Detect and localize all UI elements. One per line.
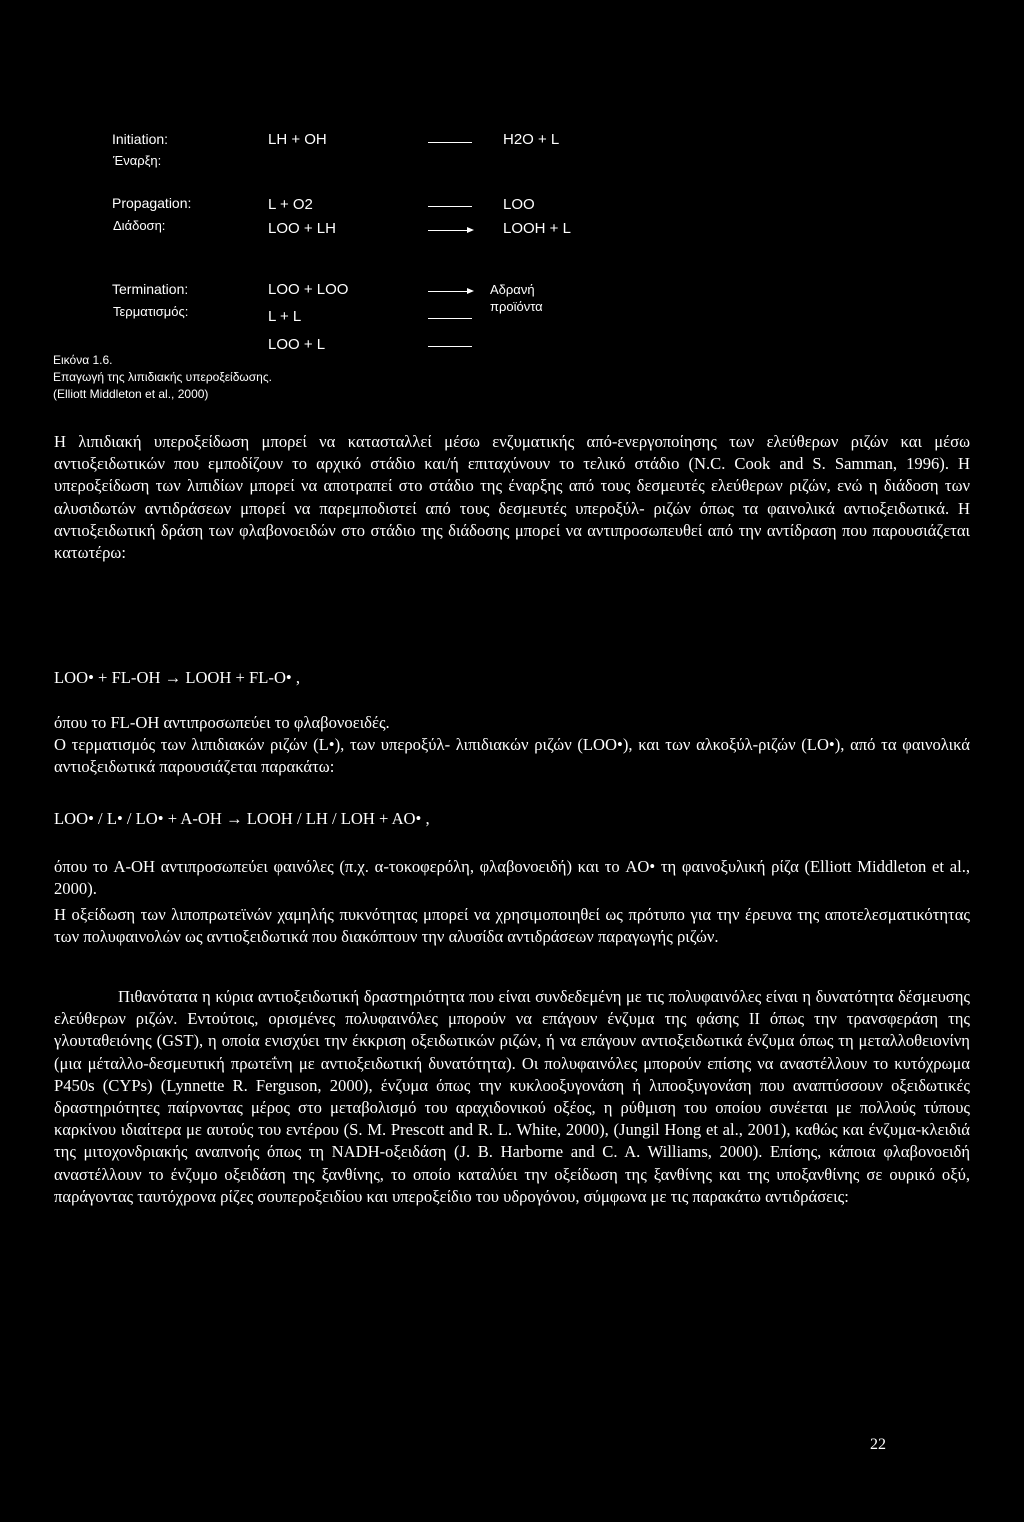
propagation-r2-product: LOOH + L	[503, 220, 571, 237]
termination-label: Termination:	[112, 281, 189, 297]
paragraph-text: Πιθανότατα η κύρια αντιοξειδωτική δραστηριότητα που είναι συνδεδεμένη με τις πολυφαινόλες είναι η δυνατότητα δέσμευσης ελεύθερων ριζών. Εντούτοις, ορισμένες πολυφαινόλες μπορούν να επάγουν ένζυμα της φάσης ΙΙ όπως την τρανσφεράση της γλουταθειόνης (GST), η οποία ενισχύει την έκκριση οξειδωτικών ριζών, ή να επάγουν αντιοξειδωτικά ένζυμα όπως τη μεταλλοθειονίνη (μια μέταλλο-δεσμευτική πρωτεΐνη με αντιοξειδωτική δυνατότητα). Οι πολυφαινόλες μπορούν επίσης να αναστέλλουν το κυτόχρωμα P450s (CYPs) (Lynnette R. Ferguson, 2000), ένζυμα όπως την κυκλοοξυγονάση ή λιποοξυγονάση που αναπτύσσουν οξειδωτικές δραστηριότητες παίρνοντας μέρος στο μεταβολισμό του αραχιδονικού οξέος, η ρύθμιση του οποίου συνέεται με πολλούς τύπους καρκίνου ιδιαίτερα με αυτούς του εντέρου (S. M. Prescott and R. L. White, 2000), (Jungil Hong et al., 2001), καθώς και ένζυμα-κλειδιά της μιτοχονδριακής αναπνοής όπως τη NADH-οξειδάση (J. B. Harborne and C. A. Williams, 2000). Επίσης, κάποια φλαβονοειδή αναστέλλουν το ένζυμο οξειδάση της ξανθίνης, το οποίο καταλύει την οξείδωση της ξανθίνης και της υποξανθίνης σε ουρικό οξύ, παράγοντας ταυτόχρονα ρίζες σουπεροξειδίου και υπεροξείδιο του υδρογόνου, σύμφωνα με τις παρακάτω αντιδράσεις:	[54, 987, 970, 1206]
initiation-label: Initiation:	[112, 131, 169, 147]
page-number: 22	[870, 1436, 886, 1453]
termination-r1-arrow	[428, 291, 472, 292]
paragraph-text: όπου το FL-OH αντιπροσωπεύει το φλαβονοειδές.	[54, 713, 390, 732]
body-paragraph-3	[54, 734, 970, 778]
termination-r2-reactant: L + L	[268, 308, 302, 325]
termination-r2-arrow	[428, 318, 472, 319]
initiation-product: H2O + L	[503, 131, 560, 148]
body-paragraph-5	[54, 904, 970, 948]
equation-phenol: LOO• / L• / LO• + A-OH → LOOH / LH / LOH + AO• ,	[54, 809, 430, 828]
figure-caption-citation: (Elliott Middleton et al., 2000)	[53, 387, 209, 401]
paragraph-text: όπου το A-OH αντιπροσωπεύει φαινόλες (π.χ. α-τοκοφερόλη, φλαβονοειδή) και το AO• τη φαινοξυλική ρίζα (Elliott Middleton et al., 2000).	[54, 857, 970, 899]
propagation-r2-reactant: LOO + LH	[268, 220, 336, 237]
propagation-r2-arrow	[428, 230, 472, 231]
propagation-r1-reactant: L + O2	[268, 196, 313, 213]
initiation-arrow	[428, 142, 472, 143]
termination-r3-reactant: LOO + L	[268, 336, 326, 353]
termination-r3-arrow	[428, 346, 472, 347]
initiation-reactant: LH + OH	[268, 131, 327, 148]
paragraph-text: Η λιπιδιακή υπεροξείδωση μπορεί να κατασταλλεί μέσω ενζυματικής από-ενεργοποίησης των ελεύθερων ριζών και μέσω αντιοξειδωτικών που εμποδίζουν το αρχικό στάδιο και/ή επιταχύνουν το τελικό στάδιο (N.C. Cook and S. Samman, 1996). Η υπεροξείδωση των λιπιδίων μπορεί να αποτραπεί στο στάδιο της έναρξης από τους δεσμευτές ελεύθερων ριζών, ενώ η διάδοση των αλυσιδωτών αντιδράσεων μπορεί να παρεμποδιστεί από τους δεσμευτές υπεροξύλ- ριζών όπως τα φαινολικά αντιοξειδωτικά. Η αντιοξειδωτική δράση των φλαβονοειδών στο στάδιο της διάδοσης μπορεί να αντιπροσωπευθεί από την αντίδραση που παρουσιάζεται κατωτέρω:	[54, 432, 970, 563]
termination-product-line2: προϊόντα	[490, 299, 543, 314]
body-paragraph-2	[54, 712, 970, 734]
paragraph-text: Ο τερματισμός των λιπιδιακών ριζών (L•), των υπεροξύλ- λιπιδιακών ριζών (LOO•), και των αλκοξύλ-ριζών (LO•), από τα φαινολικά αντιοξειδωτικά παρουσιάζεται παρακάτω:	[54, 735, 970, 777]
initiation-label-greek: Έναρξη:	[113, 153, 162, 168]
propagation-label: Propagation:	[112, 195, 192, 211]
body-paragraph-4	[54, 856, 970, 900]
termination-product-line1: Αδρανή	[490, 282, 535, 297]
propagation-label-greek: Διάδοση:	[113, 218, 166, 233]
paragraph-text: Η οξείδωση των λιποπρωτεϊνών χαμηλής πυκνότητας μπορεί να χρησιμοποιηθεί ως πρότυπο για την έρευνα της αποτελεσματικότητας των πολυφαινολών ως αντιοξειδωτικά που διακόπτουν την αλυσίδα αντιδράσεων παραγωγής ριζών.	[54, 905, 970, 947]
propagation-r1-arrow	[428, 206, 472, 207]
termination-r1-reactant: LOO + LOO	[268, 281, 349, 298]
figure-caption-title: Επαγωγή της λιπιδιακής υπεροξείδωσης.	[53, 370, 272, 384]
equation-flavonoid: LOO• + FL-OH → LOOH + FL-O• ,	[54, 668, 301, 687]
propagation-r1-product: LOO	[503, 196, 535, 213]
body-paragraph-6	[54, 986, 970, 1208]
termination-label-greek: Τερματισμός:	[113, 304, 189, 319]
body-paragraph-1	[54, 431, 970, 564]
figure-caption-number: Εικόνα 1.6.	[53, 353, 113, 367]
